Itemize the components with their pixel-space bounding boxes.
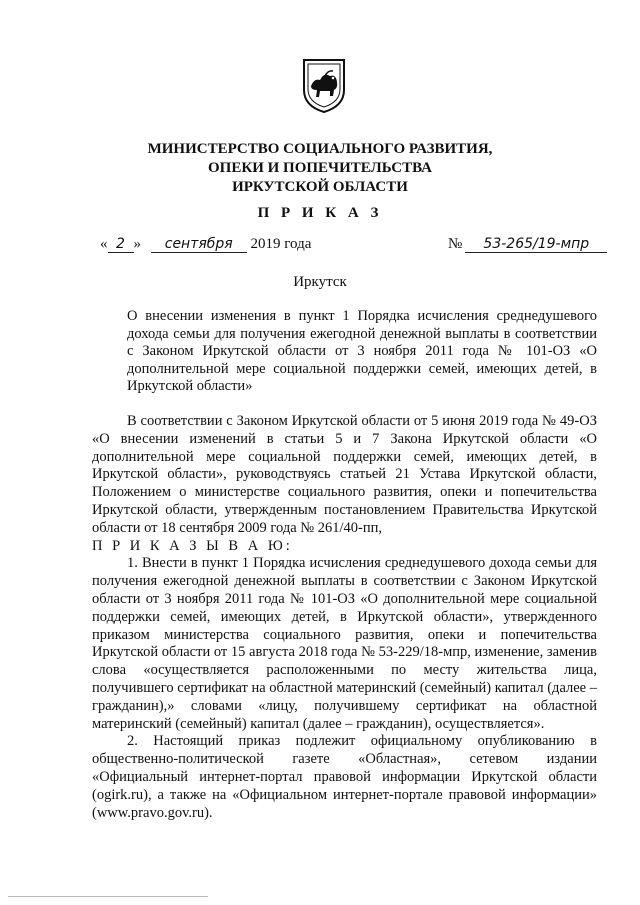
quote-open: « [100,236,108,252]
handwritten-day: 2 [108,236,134,253]
order-item-1: 1. Внести в пункт 1 Порядка исчисления среднедушевого дохода семьи для получения ежегодной денежной выплаты в соответствии с Законом Иркутской области от 3 ноября 2011 года № 101-ОЗ «О дополнительной мере социальной поддержки семей, имеющих детей, в Иркутской области», утвержденного приказом министерства социального развития, опеки и попечительства Иркутской области от 15 августа 2018 года № 53-229/18-мпр, изменение, заменив слова «осуществляется расположенными по месту жительства лица, получившего сертификат на областной материнский (семейный) капитал (далее – гражданин),» словами «лицу, получившему сертификат на областной материнский (семейный) капитал (далее – гражданин), осуществляется». [92,555,597,732]
footer-divider [8,896,208,897]
order-keyword: П Р И К А З Ы В А Ю: [92,537,293,554]
order-subject: О внесении изменения в пункт 1 Порядка исчисления среднедушевого дохода семьи для получения ежегодной денежной выплаты в соответствии с Законом Иркутской области от 3 ноября 2011 года № 101-ОЗ «О дополнительной мере социальной поддержки семей, имеющих детей, в Иркутской области» [127,308,597,394]
ministry-name [0,140,640,197]
order-number [448,236,607,253]
order-body [92,413,597,822]
order-year: 2019 года [250,236,312,252]
ministry-line: МИНИСТЕРСТВО СОЦИАЛЬНОГО РАЗВИТИЯ, [147,141,493,157]
number-sign: № [448,236,463,252]
coat-of-arms-icon [300,56,348,114]
order-item-2: 2. Настоящий приказ подлежит официальному опубликованию в общественно-политической газете «Областная», сетевом издании «Официальный интернет-портал правовой информации Иркутской области (ogirk.ru), а также на «Официальном интернет-портале правовой информации» (www.pravo.gov.ru). [92,733,597,821]
ministry-line: ОПЕКИ И ПОПЕЧИТЕЛЬСТВА [208,160,432,176]
document-title: П Р И К А З [257,205,383,221]
order-date [100,236,311,253]
handwritten-month: сентября [151,236,247,253]
city-name: Иркутск [293,274,347,290]
ministry-line: ИРКУТСКОЙ ОБЛАСТИ [232,179,408,195]
preamble-paragraph: В соответствии с Законом Иркутской области от 5 июня 2019 года № 49-ОЗ «О внесении изменений в статьи 5 и 7 Закона Иркутской области «О дополнительной мере социальной поддержки семей, имеющих детей, в Иркутской области», руководствуясь статьей 21 Устава Иркутской области, Положением о министерстве социального развития, опеки и попечительства Иркутской области, утвержденным постановлением Правительства Иркутской области от 18 сентября 2009 года № 261/40-пп, [92,413,597,536]
quote-close: » [133,236,141,252]
handwritten-number: 53-265/19-мпр [465,236,607,253]
